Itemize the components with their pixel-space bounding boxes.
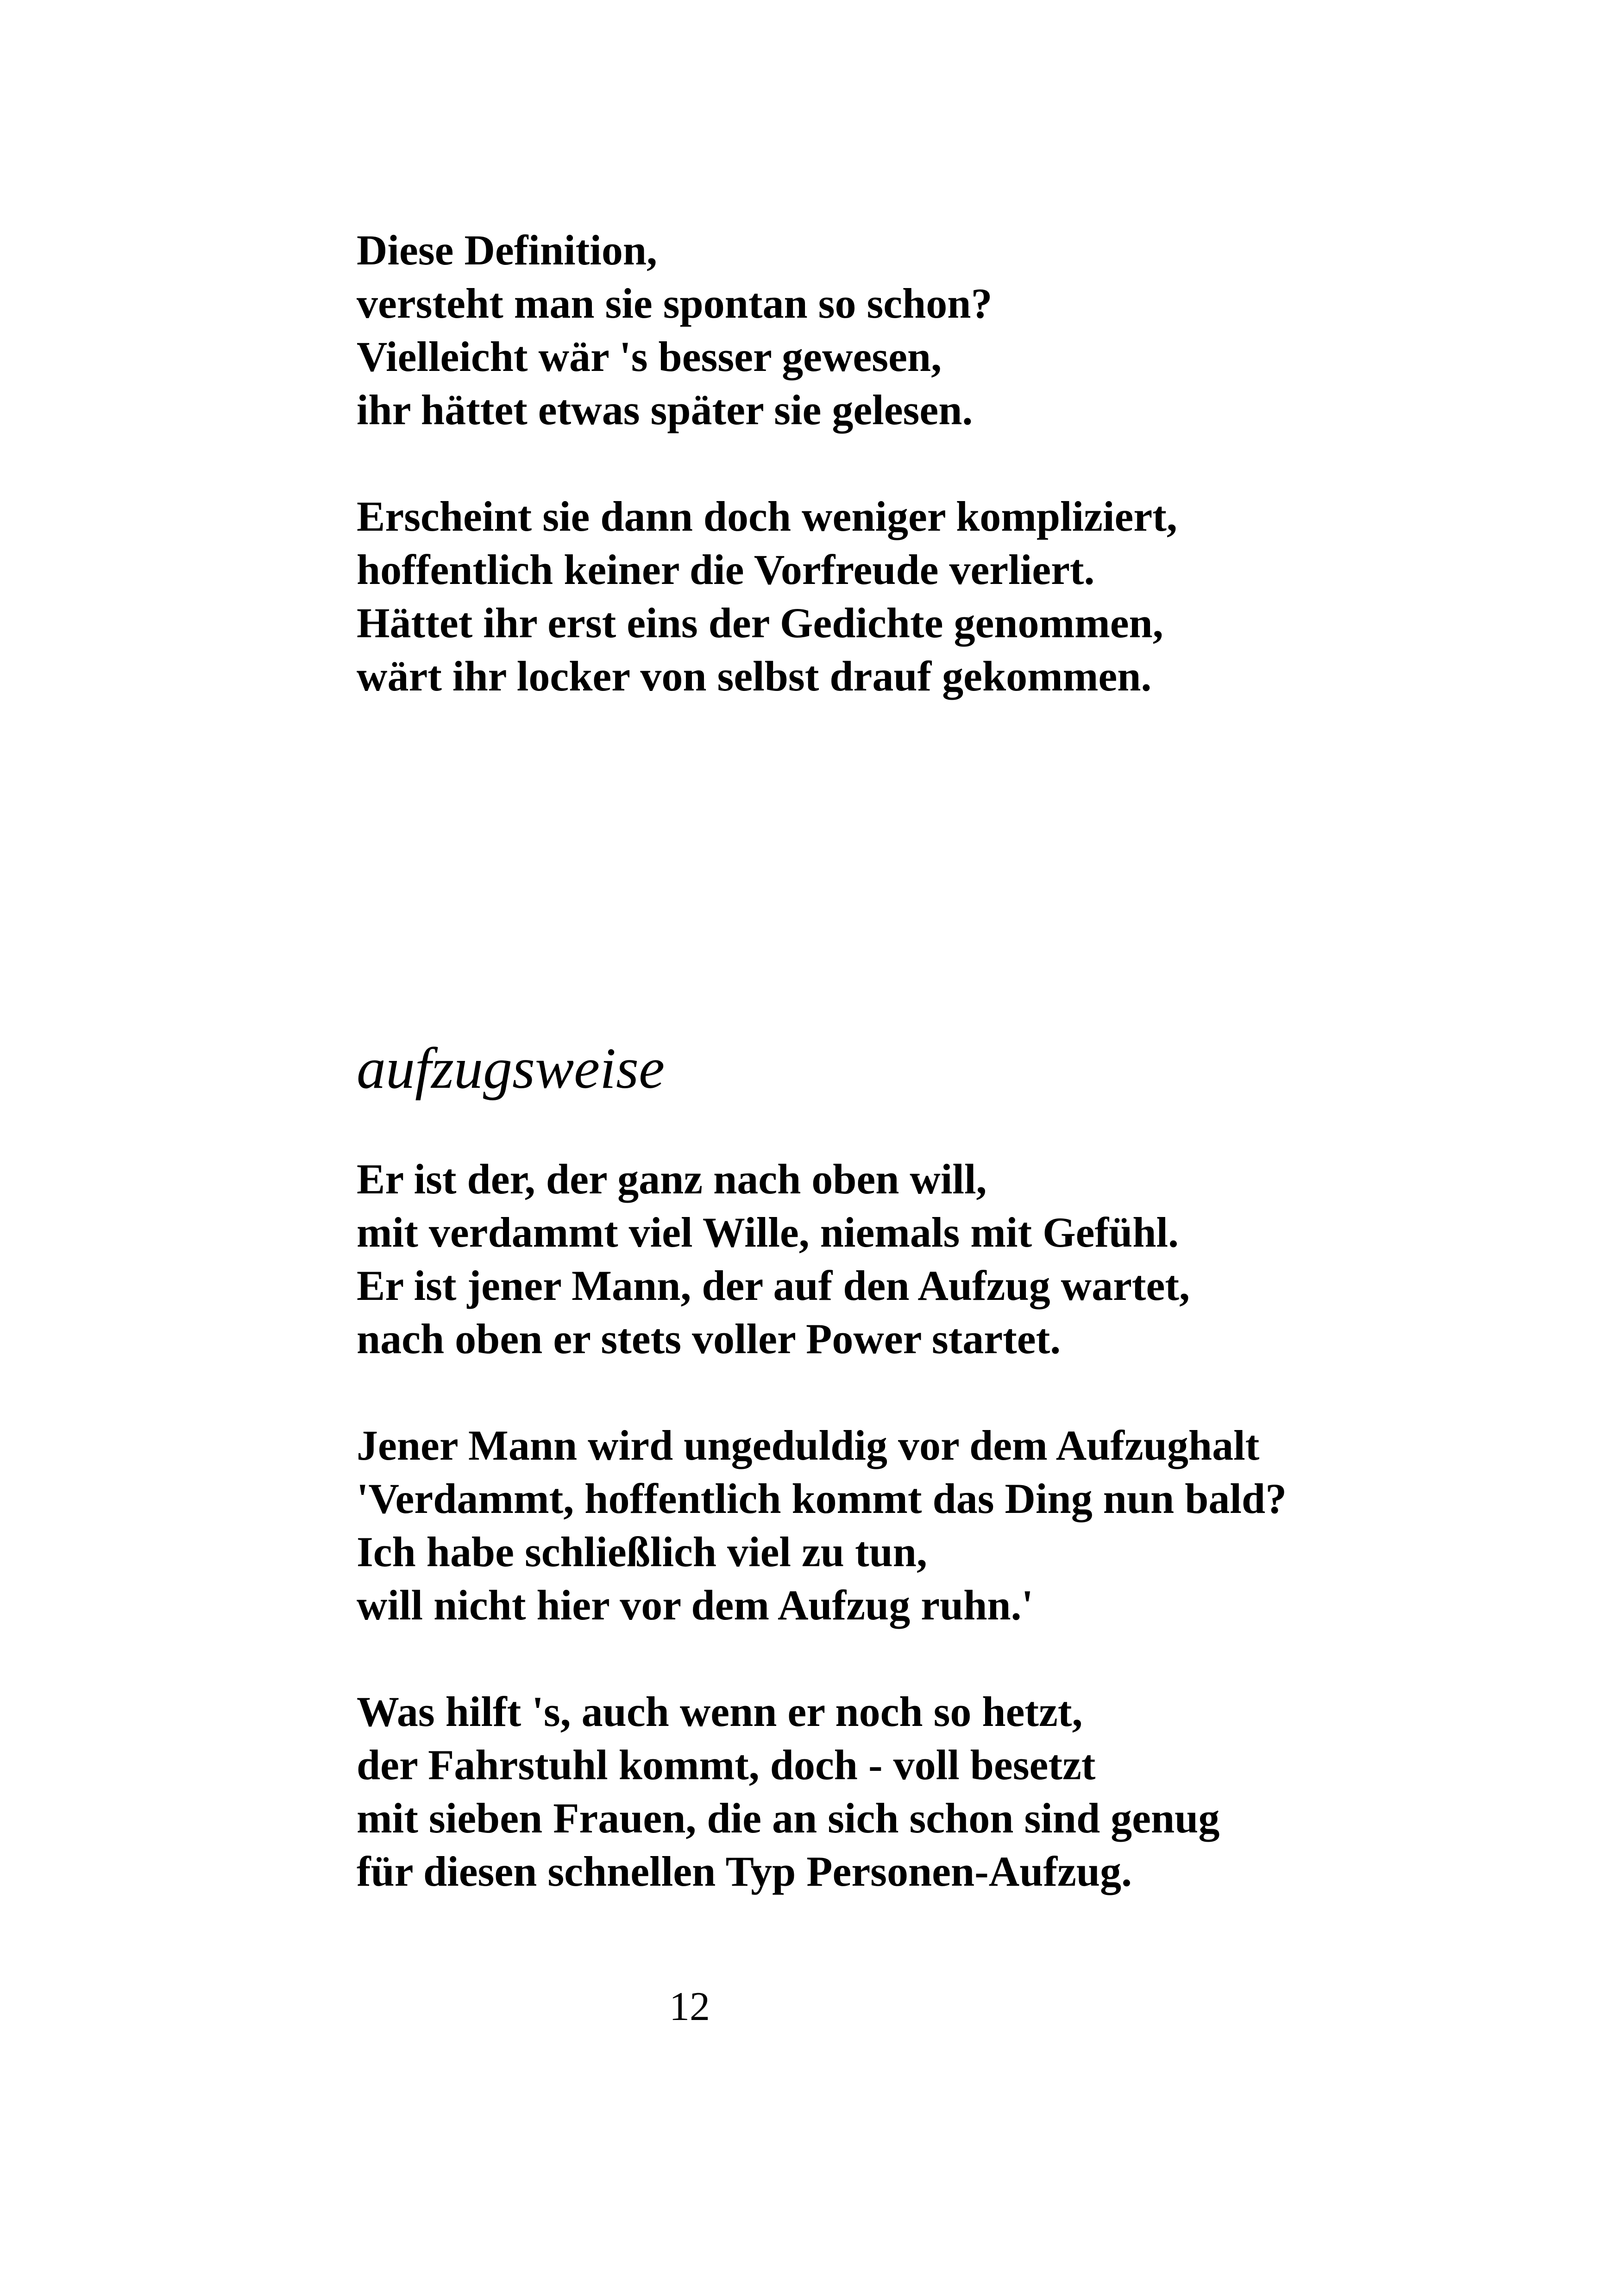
verse-line: für diesen schnellen Typ Personen-Aufzug.: [357, 1848, 1132, 1895]
verse-line: 'Verdammt, hoffentlich kommt das Ding nun bald?: [357, 1475, 1287, 1522]
verse-line: Jener Mann wird ungeduldig vor dem Aufzughalt: [357, 1422, 1260, 1469]
verse-line: mit verdammt viel Wille, niemals mit Gefühl.: [357, 1209, 1179, 1256]
verse-line: ihr hättet etwas später sie gelesen.: [357, 386, 973, 433]
verse-line: wärt ihr locker von selbst drauf gekommen.: [357, 652, 1152, 700]
verse-line: Er ist jener Mann, der auf den Aufzug wartet,: [357, 1262, 1190, 1309]
verse-line: nach oben er stets voller Power startet.: [357, 1315, 1061, 1362]
verse-line: Was hilft 's, auch wenn er noch so hetzt,: [357, 1688, 1083, 1735]
verse-line: hoffentlich keiner die Vorfreude verliert.: [357, 546, 1095, 593]
verse-line: mit sieben Frauen, die an sich schon sind genug: [357, 1794, 1220, 1842]
verse-line: will nicht hier vor dem Aufzug ruhn.': [357, 1581, 1034, 1629]
verse-line: Diese Definition,: [357, 226, 658, 274]
verse-line: Vielleicht wär 's besser gewesen,: [357, 333, 942, 380]
verse-line: Ich habe schließlich viel zu tun,: [357, 1528, 927, 1575]
verse-line: Er ist der, der ganz nach oben will,: [357, 1155, 987, 1203]
poem-title: aufzugsweise: [357, 1036, 665, 1101]
page-number: 12: [669, 1984, 710, 2029]
verse-line: Erscheint sie dann doch weniger kompliziert,: [357, 493, 1177, 540]
verse-line: Hättet ihr erst eins der Gedichte genommen,: [357, 599, 1163, 646]
verse-line: der Fahrstuhl kommt, doch - voll besetzt: [357, 1741, 1096, 1788]
verse-line: versteht man sie spontan so schon?: [357, 280, 993, 327]
